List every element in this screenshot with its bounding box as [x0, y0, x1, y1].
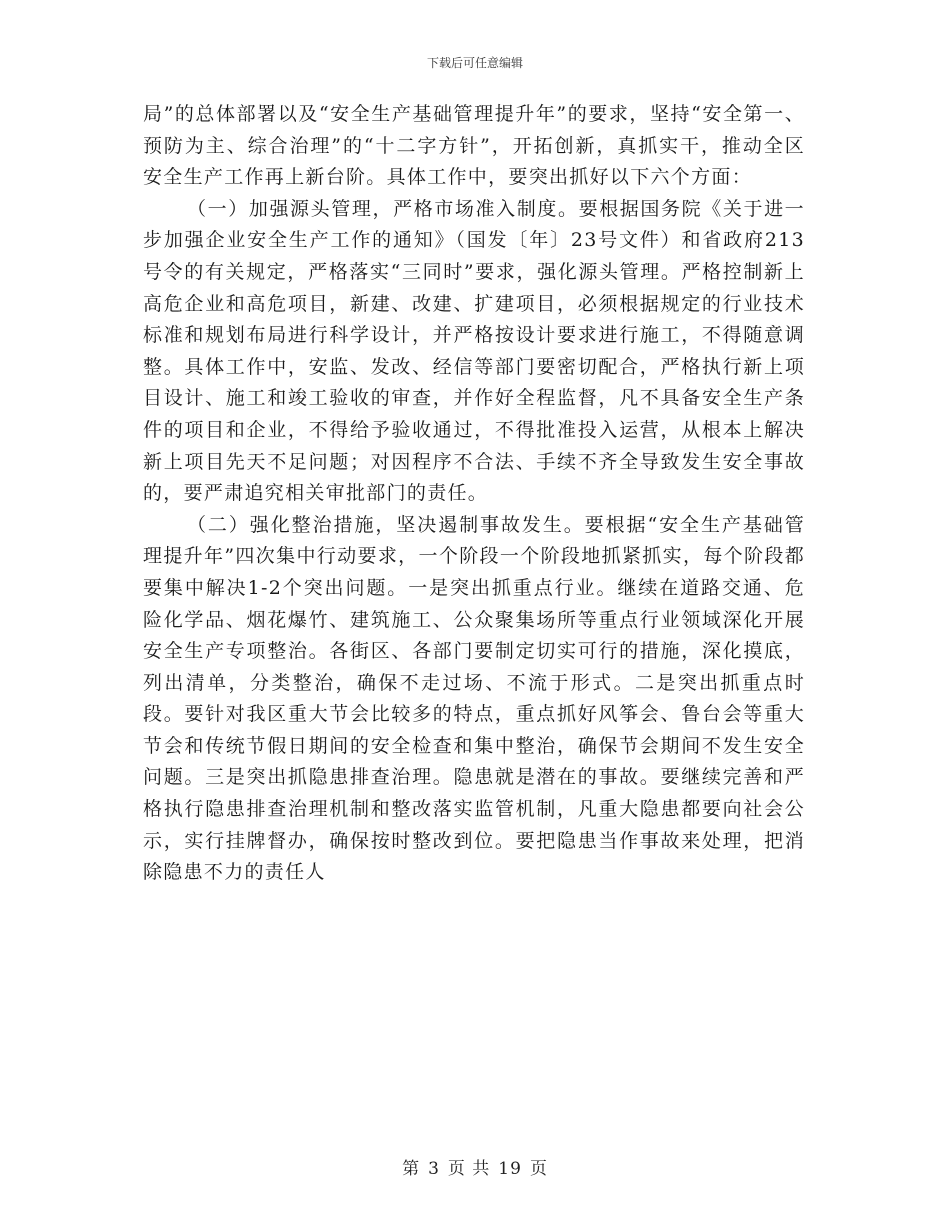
page-footer: [0, 1154, 950, 1179]
footer-total-pages: 19: [498, 1159, 522, 1179]
footer-label-page: 第: [402, 1159, 421, 1179]
footer-label-of: 页 共: [447, 1159, 491, 1179]
page-header: 下载后可任意编辑: [426, 56, 523, 70]
footer-label-end: 页: [529, 1159, 548, 1179]
footer-current-page: 3: [428, 1159, 440, 1179]
document-body: [143, 99, 805, 889]
paragraph-3: （二）强化整治措施，坚决遏制事故发生。要根据“安全生产基础管理提升年”四次集中行动要求，一个阶段一个阶段地抓紧抓实，每个阶段都要集中解决1-2个突出问题。一是突出抓重点行业。继续在道路交通、危险化学品、烟花爆竹、建筑施工、公众聚集场所等重点行业领域深化开展安全生产专项整治。各街区、各部门要制定切实可行的措施，深化摸底，列出清单，分类整治，确保不走过场、不流于形式。二是突出抓重点时段。要针对我区重大节会比较多的特点，重点抓好风筝会、鲁台会等重大节会和传统节假日期间的安全检查和集中整治，确保节会期间不发生安全问题。三是突出抓隐患排查治理。隐患就是潜在的事故。要继续完善和严格执行隐患排查治理机制和整改落实监管机制，凡重大隐患都要向社会公示，实行挂牌督办，确保按时整改到位。要把隐患当作事故来处理，把消除隐患不力的责任人: [143, 513, 805, 884]
paragraph-2: （一）加强源头管理，严格市场准入制度。要根据国务院《关于进一步加强企业安全生产工作的通知》（国发〔年〕23号文件）和省政府213号令的有关规定，严格落实“三同时”要求，强化源头管理。严格控制新上高危企业和高危项目，新建、改建、扩建项目，必须根据规定的行业技术标准和规划布局进行科学设计，并严格按设计要求进行施工，不得随意调整。具体工作中，安监、发改、经信等部门要密切配合，严格执行新上项目设计、施工和竣工验收的审查，并作好全程监督，凡不具备安全生产条件的项目和企业，不得给予验收通过，不得批准投入运营，从根本上解决新上项目先天不足问题；对因程序不合法、手续不齐全导致发生安全事故的，要严肃追究相关审批部门的责任。: [143, 197, 805, 505]
paragraph-1: 局”的总体部署以及“安全生产基础管理提升年”的要求，坚持“安全第一、预防为主、综合治理”的“十二字方针”，开拓创新，真抓实干，推动全区安全生产工作再上新台阶。具体工作中，要突出抓好以下六个方面：: [143, 103, 805, 189]
